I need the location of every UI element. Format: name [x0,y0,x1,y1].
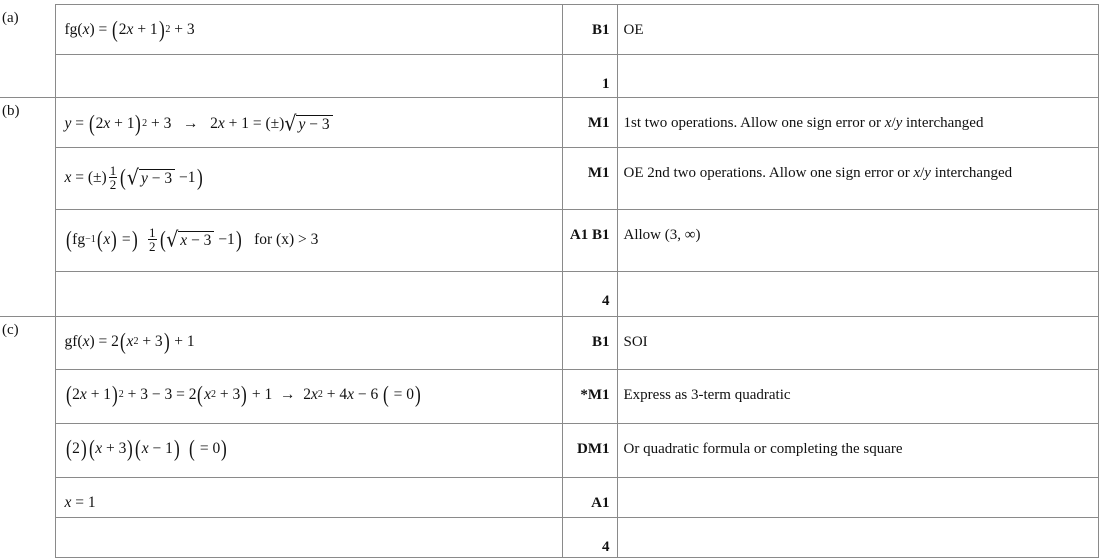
mark-cell: A1 [562,478,617,518]
guidance-cell: OE [617,5,1098,55]
answer-math: ( 2 x + 1 ) 2 + 3 − 3 = 2 ( x 2 + 3 ) + 1 → 2 x 2 + 4 x − 6 ( = 0 ) [65,382,421,407]
answer-cell [55,272,562,317]
question-part-label: (a) [0,5,55,55]
answer-cell [55,518,562,558]
mark-scheme-table [0,4,1099,558]
mark-total: 4 [562,272,617,317]
question-part-label [0,518,55,558]
table-row [0,518,1098,558]
table-row [0,317,1098,370]
answer-math: x = 1 [64,494,96,511]
question-part-label [0,370,55,424]
question-part-label [0,424,55,478]
mark-cell: B1 [562,5,617,55]
guidance-cell: Allow (3, ∞) [617,210,1098,272]
table-row [0,272,1098,317]
guidance-cell [617,55,1098,98]
question-part-label: (b) [0,98,55,148]
guidance-cell: 1st two operations. Allow one sign error or x/y interchanged [617,98,1098,148]
question-part-label: (c) [0,317,55,370]
question-part-label [0,272,55,317]
answer-math: fg( x ) = ( 2 x + 1 ) 2 + 3 [64,17,195,42]
answer-math: y = ( 2 x + 1 ) 2 + 3 → 2 x + 1 = (±) √ y − 3 [65,114,333,133]
mark-total: 4 [562,518,617,558]
answer-math: x = (±) $\frac{1}{2}$ ( √ y − 3 −1 ) [64,163,203,192]
answer-math: ( fg −1 ( x ) = ) $\frac{1}{2}$ ( √ x − 3 −1 ) for (x) > 3 [65,225,319,254]
mark-cell: DM1 [562,424,617,478]
table-row [0,55,1098,98]
guidance-cell: OE 2nd two operations. Allow one sign error or x/y interchanged [617,148,1098,210]
table-row [0,98,1098,148]
mark-cell: *M1 [562,370,617,424]
guidance-cell [617,478,1098,518]
mark-cell: M1 [562,148,617,210]
answer-cell [55,5,562,55]
answer-cell [55,370,562,424]
answer-cell [55,148,562,210]
mark-cell: A1 B1 [562,210,617,272]
question-part-label [0,210,55,272]
table-row [0,370,1098,424]
table-row [0,148,1098,210]
guidance-cell: Express as 3-term quadratic [617,370,1098,424]
answer-cell [55,317,562,370]
question-part-label [0,478,55,518]
mark-cell: B1 [562,317,617,370]
mark-total: 1 [562,55,617,98]
answer-cell [55,55,562,98]
question-part-label [0,55,55,98]
table-row [0,478,1098,518]
answer-cell [55,478,562,518]
mark-cell: M1 [562,98,617,148]
guidance-cell: Or quadratic formula or completing the square [617,424,1098,478]
table-row [0,5,1098,55]
guidance-cell: SOI [617,317,1098,370]
question-part-label [0,148,55,210]
table-row [0,424,1098,478]
guidance-cell [617,272,1098,317]
answer-cell [55,98,562,148]
answer-math: ( 2 ) ( x + 3 ) ( x − 1 ) ( = 0 ) [65,436,227,461]
answer-cell [55,424,562,478]
table-row [0,210,1098,272]
answer-math: gf( x ) = 2 ( x 2 + 3 ) + 1 [64,329,195,354]
guidance-cell [617,518,1098,558]
answer-cell [55,210,562,272]
domain-condition: for (x) > 3 [254,230,319,248]
